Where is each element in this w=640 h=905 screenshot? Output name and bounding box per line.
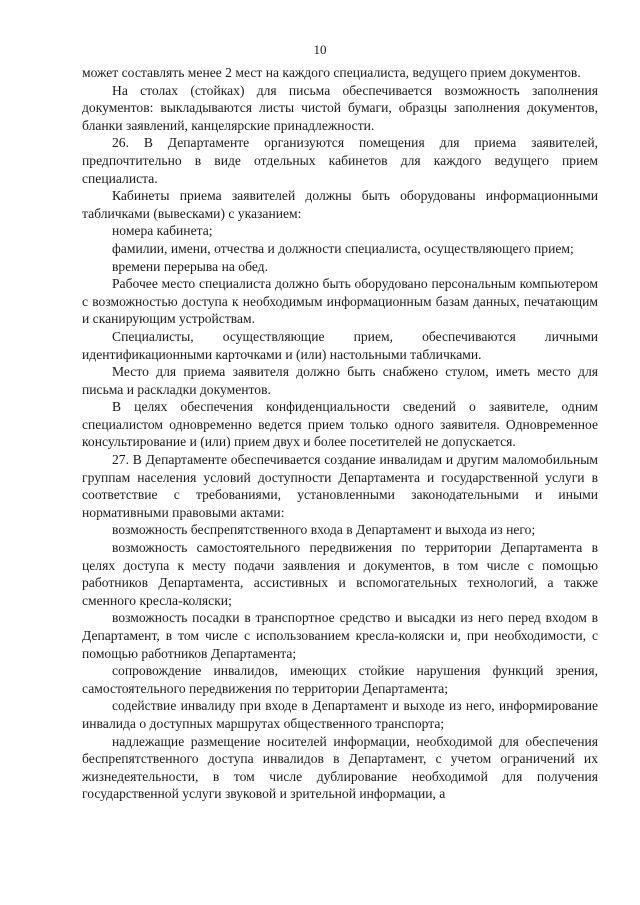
paragraph: На столах (стойках) для письма обеспечивается возможность заполнения документов: выкладываются листы чистой бумаги, образцы заполнения документов, бланки заявлений, канцелярские принадлежности.: [82, 82, 598, 133]
paragraph: Специалисты, осуществляющие прием, обеспечиваются личными идентификационными карточками и (или) настольными табличками.: [82, 328, 598, 362]
page-number: 10: [313, 42, 327, 57]
list-item: сопровождение инвалидов, имеющих стойкие нарушения функций зрения, самостоятельного передвижения по территории Департамента;: [82, 663, 598, 696]
list-item: содействие инвалиду при входе в Департамент и выходе из него, информирование инвалида о доступных маршрутах общественного транспорта;: [82, 698, 598, 731]
list-item: возможность самостоятельного передвижения по территории Департамента в целях доступа к месту подачи заявления и документов, в том числе с помощью работников Департамента, ассистивных и вспомогательных технологий, а также сменного кресла-коляски;: [82, 540, 598, 608]
paragraph: Рабочее место специалиста должно быть оборудовано персональным компьютером с возможностью доступа к необходимым информационным базам данных, печатающим и сканирующим устройствам.: [82, 276, 598, 327]
paragraph: Место для приема заявителя должно быть снабжено стулом, иметь место для письма и раскладки документов.: [82, 364, 598, 397]
paragraph-section-26: 26. В Департаменте организуются помещения для приема заявителей, предпочтительно в виде отдельных кабинетов для каждого ведущего прием специалиста.: [82, 135, 598, 186]
list-item: времени перерыва на обед.: [112, 258, 268, 274]
document-body: [82, 64, 598, 803]
list-item: надлежащие размещение носителей информации, необходимой для обеспечения беспрепятственного доступа инвалидов в Департамент, с учетом ограничений их жизнедеятельности, в том числе дублирование необходимой для получения государственной услуги звуковой и зрительной информации, а: [82, 733, 598, 802]
paragraph: может составлять менее 2 мест на каждого специалиста, ведущего прием документов.: [82, 65, 581, 80]
list-item: возможность посадки в транспортное средство и высадки из него перед входом в Департамент, в том числе с использованием кресла-коляски и, при необходимости, с помощью работников Департамента;: [82, 610, 598, 661]
list-item: фамилии, имени, отчества и должности специалиста, осуществляющего прием;: [112, 240, 574, 256]
list-item: возможность беспрепятственного входа в Департамент и выхода из него;: [112, 522, 536, 538]
paragraph-section-27: 27. В Департаменте обеспечивается создание инвалидам и другим маломобильным группам населения условий доступности Департамента и государственной услуги в соответствие с требованиями, установленными законодательными и иными нормативными правовыми актами:: [82, 452, 598, 520]
paragraph: В целях обеспечения конфиденциальности сведений о заявителе, одним специалистом одновременно ведется прием только одного заявителя. Одновременное консультирование и (или) прием двух и более посетителей не допускается.: [82, 399, 598, 450]
paragraph: Кабинеты приема заявителей должны быть оборудованы информационными табличками (вывесками) с указанием:: [82, 188, 598, 221]
list-item: номера кабинета;: [112, 223, 213, 239]
